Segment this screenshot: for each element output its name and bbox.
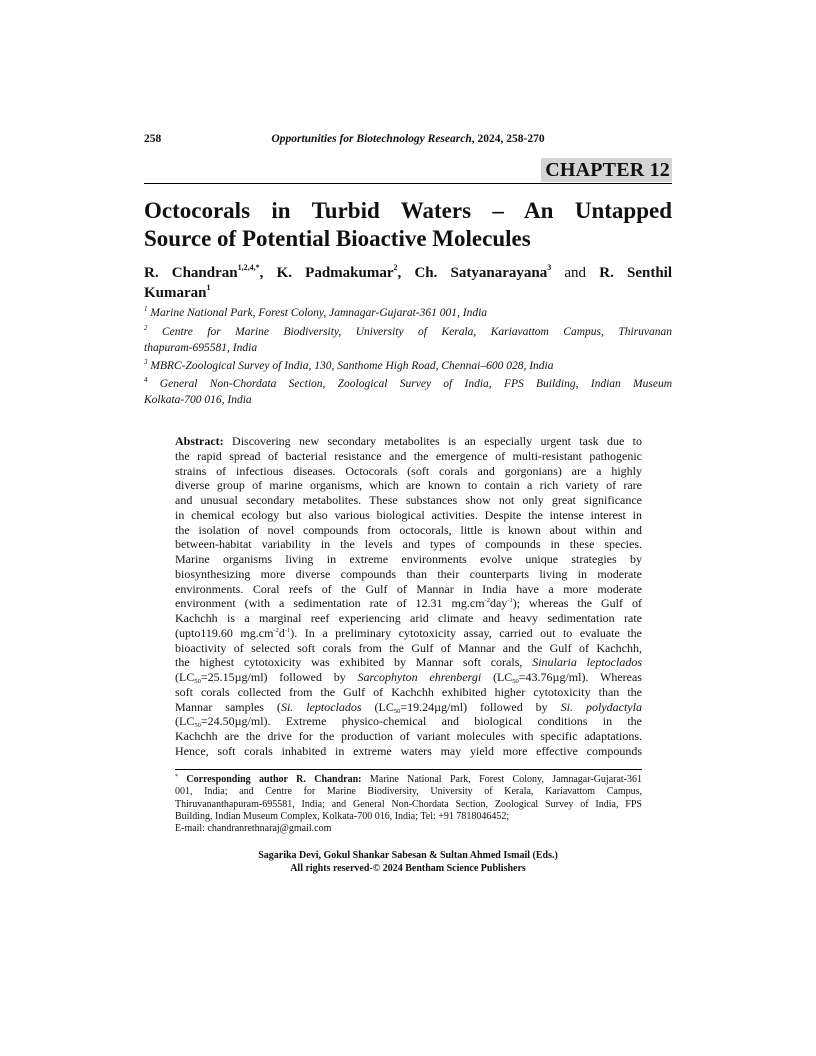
abstract-line: and unusual secondary metabolites. These substances show not only great significance	[175, 493, 642, 507]
abstract-line: Kachchh are the drive for the production of variant molecules with specific adaptations.	[175, 729, 642, 743]
abstract-line: the highest cytotoxicity was exhibited by Mannar soft corals, Sinularia leptoclados	[175, 655, 643, 670]
author-name: K. Padmakumar	[276, 265, 394, 281]
abstract	[175, 434, 642, 759]
author-affiliation-marker: 3	[547, 263, 552, 272]
author-affiliation-marker: 1,2,4,*	[237, 263, 260, 272]
page-number: 258	[144, 133, 162, 145]
footnote-separator	[175, 769, 642, 770]
species-name: Si. leptoclados	[280, 699, 362, 714]
footnote-label: Corresponding author R. Chandran:	[186, 774, 362, 785]
abstract-line: $(LC_{50}=25.15\mu g/ml)$ followed by Sarcophyton ehrenbergi $(LC_{50}=43.76\mu g/ml)$. Whereas	[175, 670, 642, 685]
affiliation-4: $^4$ General Non-Chordata Section, Zoological Survey of India, FPS Building, Indian Museum Kolkata-700 016, India	[144, 376, 673, 406]
journal-citation	[144, 133, 672, 145]
author-list	[144, 263, 672, 303]
editors-line: Sagarika Devi, Gokul Shankar Sabesan & Sultan Ahmed Ismail (Eds.)	[258, 850, 558, 861]
abstract-line: environment (with a sedimentation rate of 12.31 $mg.cm^{-2}day^{-1}$); whereas the Gulf of	[175, 596, 642, 611]
copyright-line: All rights reserved-© 2024 Bentham Science Publishers	[290, 862, 526, 874]
species-name: Sarcophyton ehrenbergi	[357, 670, 482, 684]
title-line-2: Source of Potential Bioactive Molecules	[144, 226, 531, 251]
author-line-1: R. Chandran$^{1,2,4,*}$, K. Padmakumar$^2$, Ch. Satyanarayana$^3$ and R. Senthil	[144, 263, 673, 281]
abstract-line: bioactivity of selected soft corals from the Gulf of Mannar and the Gulf of Kachchh,	[175, 640, 642, 655]
author-name: R. Senthil	[599, 265, 673, 281]
author-line-2	[144, 283, 672, 303]
running-header	[144, 133, 672, 149]
author-name: Ch. Satyanarayana	[414, 265, 548, 281]
author-affiliation-marker: 1	[206, 283, 211, 292]
journal-name: Opportunities for Biotechnology Research	[271, 133, 472, 145]
publisher-credits	[144, 850, 672, 875]
affiliation-1: $^1$ Marine National Park, Forest Colony, Jamnagar-Gujarat-361 001, India	[144, 305, 488, 319]
title-line-1: Octocorals in Turbid Waters – An Untapped	[144, 198, 672, 223]
affiliation-2: $^2$ Centre for Marine Biodiversity, University of Kerala, Kariavattom Campus, Thiruvanan thapuram-695581, India	[144, 324, 673, 354]
abstract-line: $(LC_{50}=24.50\mu g/ml)$. Extreme physico-chemical and biological conditions in the	[175, 714, 642, 730]
abstract-line: in chemical ecology but also various biological activities. Despite the intense interest in	[175, 507, 642, 522]
species-name: Sinularia leptoclados	[532, 655, 643, 670]
abstract-line: biosynthesizing more diverse compounds than their counterparts living in moderate	[175, 566, 642, 581]
chapter-rule	[144, 183, 672, 184]
abstract-line: Kachchh is a marginal reef experiencing arid climate and heavy sedimentation rate	[175, 611, 642, 625]
chapter-title	[144, 197, 672, 253]
abstract-line: Abstract: Discovering new secondary metabolites is an especially urgent task due to	[175, 434, 643, 448]
affiliation-3: $^3$ MBRC-Zoological Survey of India, 130, Santhome High Road, Chennai–600 028, India	[144, 358, 554, 372]
author-name: R. Chandran	[144, 265, 238, 281]
author-affiliation-marker: 2	[393, 263, 398, 272]
abstract-line: soft corals collected from the Gulf of Kachchh exhibited higher cytotoxicity than the	[175, 684, 642, 699]
abstract-line: diverse group of marine organisms, which are known to contain a rich variety of rare	[175, 478, 642, 493]
abstract-line: Marine organisms living in extreme environments evolve unique strategies by	[175, 552, 642, 566]
species-name: Si. polydactyla	[560, 699, 642, 714]
abstract-line: Hence, soft corals inhabited in extreme waters may yield more effective compounds	[175, 743, 642, 758]
abstract-line: the rapid spread of bacterial resistance and the emergence of multi-resistant pathogenic	[175, 448, 642, 463]
abstract-line: (upto119.60 $mg.cm^{-2}d^{-1}$). In a preliminary cytotoxicity assay, carried out to evaluate the	[175, 625, 642, 640]
journal-details: , 2024, 258-270	[471, 133, 545, 145]
abstract-line: between-habitat variability in the levels and types of compounds in these species.	[175, 537, 642, 552]
abstract-line: environments. Coral reefs of the Gulf of Mannar in India have a more moderate	[175, 581, 642, 596]
abstract-label: Abstract:	[175, 434, 224, 448]
corresponding-author-footnote: * Corresponding author R. Chandran: Marine National Park, Forest Colony, Jamnagar-Gujarat-361 001, India; and Centre for Marine Biodiversity, University of Kerala, Kariavattom Campus, Thiruvananthapuram-695581, India; and General Non-Chordata Section, Zoological Survey of India, FPS Building, Indian Museum Complex, Kolkata-700 016, India; Tel: +91 7818046452; E-mail: chandranrethnaraj@gmail.com	[175, 774, 643, 835]
author-name: Kumaran	[144, 285, 207, 301]
chapter-banner	[144, 158, 672, 184]
abstract-line: Mannar samples (Si. leptoclados $(LC_{50}=19.24\mu g/ml)$ followed by Si. polydactyla	[175, 699, 642, 715]
chapter-label: CHAPTER 12	[541, 158, 672, 182]
abstract-line: the isolation of novel compounds from octocorals, little is known about within and	[175, 522, 642, 537]
abstract-line: strains of infectious diseases. Octocorals (soft corals and gorgonians) are a highly	[175, 463, 642, 478]
contact-email: E-mail: chandranrethnaraj@gmail.com	[175, 823, 332, 835]
